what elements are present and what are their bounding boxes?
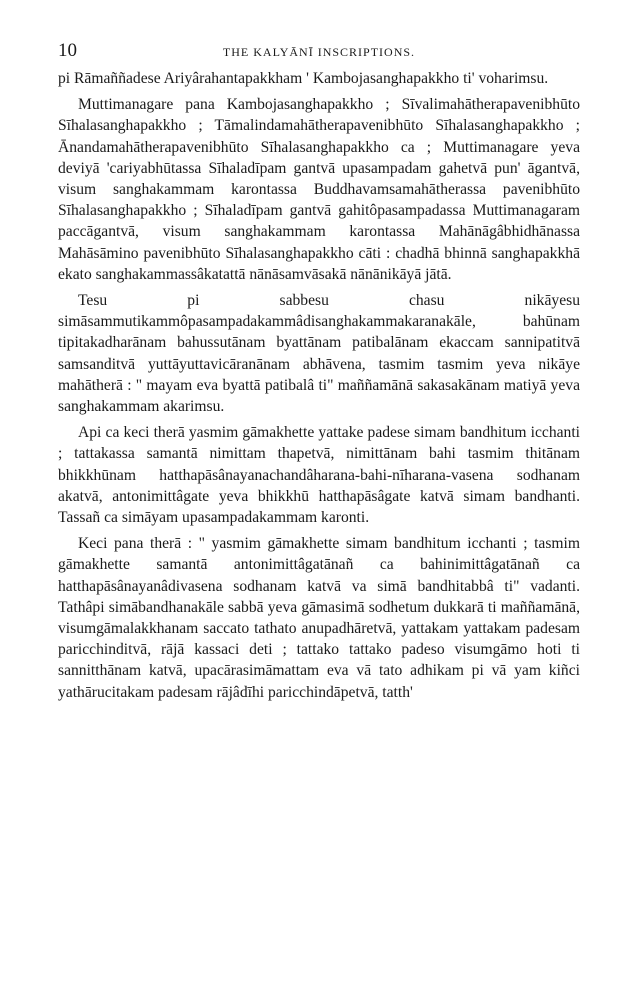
running-head: THE KALYĀNĪ INSCRIPTIONS. (222, 45, 416, 59)
paragraph-5: Keci pana therā : " yasmim gāmakhette simam bandhitum icchanti ; tasmim gāmakhette samantā antonimittâgatānañ ca bahinimittâgatānañ ca hatthapāsânayanâdivasena sodhanam katvā va simā bandhitabbâ ti" vadanti. Tathâpi simābandhanakāle sabbā yeva gāmasimā sodhetum dukkarā ti maññamānā, visumgāmalakkhanam saccato tathato anupadhāretvā, yattakam yattakam padesam paricchinditvā, rājā kassaci deti ; tattako tattako padeso visumgāmo hoti ti sannitthānam katvā, upacārasimāmattam eva vā tato adhikam pi vā yam kiñci yathārucitakam padesam rājâdīhi paricchindāpetvā, tatth' (58, 535, 580, 701)
page-number: 10 (58, 40, 77, 61)
paragraph-3: Tesu pi sabbesu chasu nikāyesu simāsammutikammôpasampadakammâdisanghakammakaranakāle, bahūnam tipitakadharānam bahussutānam byattānam patibalānam ekaccam sannipatitvā samsanditvā yuttāyuttavicāranānam abhāvena, tasmim tasmim yeva nikāye mahātherā : " mayam eva byattā patibalâ ti" maññamānā sakasakānam matiyā yeva sanghakammam akarimsu. (58, 292, 580, 416)
paragraph-2: Muttimanagare pana Kambojasanghapakkho ; Sīvalimahātherapavenibhūto Sīhalasanghapakkho ; Tāmalindamahātherapavenibhūto Sīhalasanghapakkho ; Ānandamahātherapavenibhūto Sīhalasanghapakkho ca ; Muttimanagare yeva deviyā 'cariyabhūtassa Sīhaladīpam gantvā upasampadam gahetvā pun' āgantvā, visum sanghakammam karontassa Buddhavamsamahātherassa pavenibhūto Sīhalasanghapakkho ; Sīhaladīpam gantvā gahitôpasampadassa Muttimanagaram paccāgantvā, visum sanghakammam karontassa Mahānāgâbhidhānassa Mahāsāmino pavenibhūto Sīhalasanghapakkho cāti : chadhā bhinnā sanghapakkhā ekato sanghakammassâkatattā nānāsamvāsakā nānānikāyā jātā. (58, 96, 580, 283)
paragraph-1: pi Rāmaññadese Ariyârahantapakkham ' Kambojasanghapakkho ti' voharimsu. (58, 70, 549, 87)
paragraph-4: Api ca keci therā yasmim gāmakhette yattake padese simam bandhitum icchanti ; tattakassa samantā nimittam thapetvā, nimittānam bahi tasmim thitānam bhikkhūnam hatthapāsânayanachandâharana-bahi-nīharana-vasena sodhanam akatvā, antonimittâgate yeva bhikkhū hatthapāsâgate katvā simam bandhanti. Tassañ ca simāyam upasampadakammam karonti. (58, 424, 580, 527)
page-header (58, 40, 580, 68)
